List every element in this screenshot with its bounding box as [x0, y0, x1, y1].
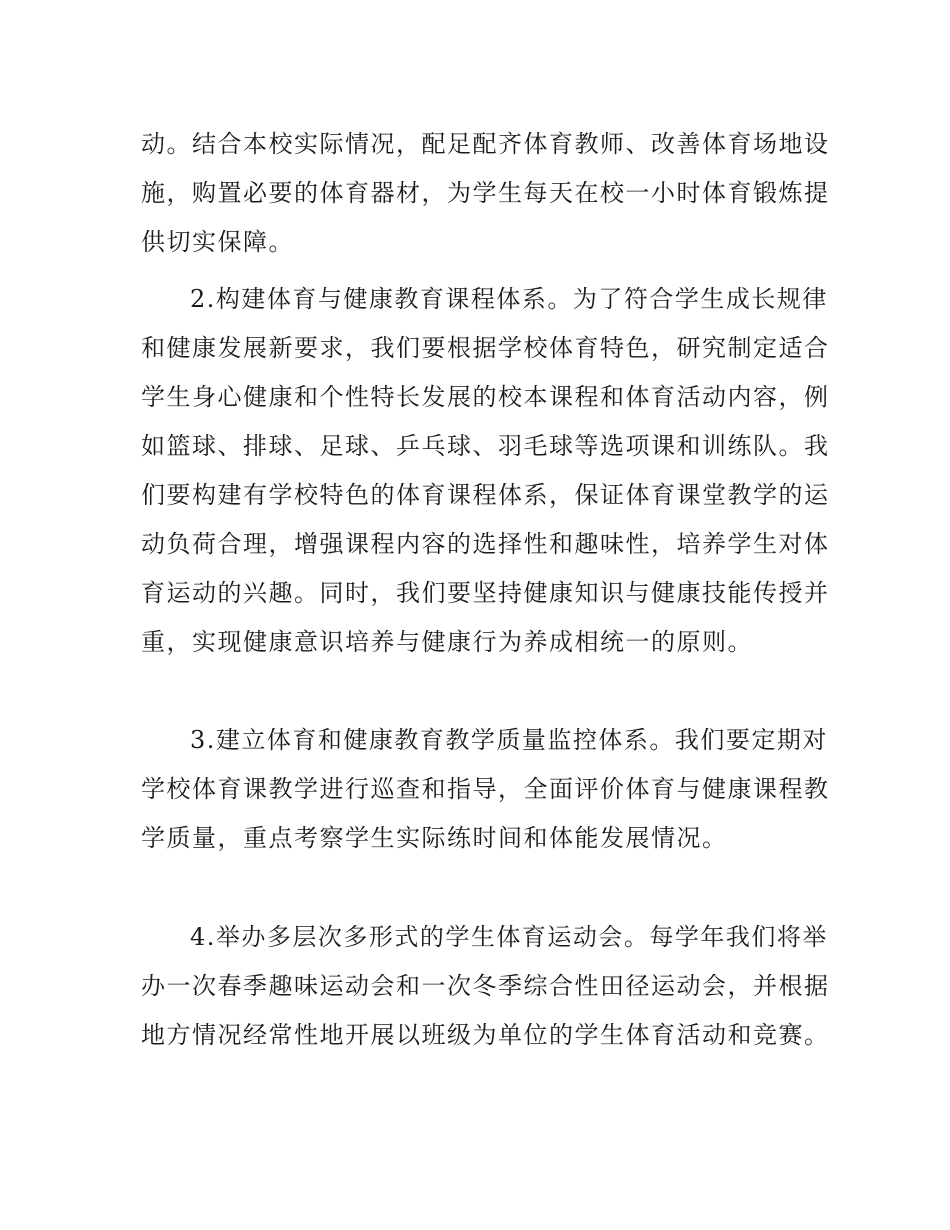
- text-line: 施，购置必要的体育器材，为学生每天在校一小时体育锻炼提: [141, 179, 830, 207]
- text-line: 办一次春季趣味运动会和一次冬季综合性田径运动会，并根据: [141, 972, 830, 1000]
- text-line: 动负荷合理，增强课程内容的选择性和趣味性，培养学生对体: [141, 530, 830, 558]
- text-line: 学生身心健康和个性特长发展的校本课程和体育活动内容，例: [141, 383, 830, 411]
- text-line: 育运动的兴趣。同时，我们要坚持健康知识与健康技能传授并: [141, 579, 830, 607]
- text-line: 重，实现健康意识培养与健康行为养成相统一的原则。: [141, 628, 753, 656]
- paragraph-4-heading-line: 4.举办多层次多形式的学生体育运动会。每学年我们将举: [190, 923, 828, 951]
- text-line: 学校体育课教学进行巡查和指导，全面评价体育与健康课程教: [141, 775, 830, 803]
- text-line: 供切实保障。: [141, 228, 294, 256]
- text-line: 动。结合本校实际情况，配足配齐体育教师、改善体育场地设: [141, 130, 830, 158]
- paragraph-2-heading-line: 2.构建体育与健康教育课程体系。为了符合学生成长规律: [190, 285, 828, 313]
- text-line: 和健康发展新要求，我们要根据学校体育特色，研究制定适合: [141, 334, 830, 362]
- text-line: 学质量，重点考察学生实际练时间和体能发展情况。: [141, 824, 728, 852]
- paragraph-3-heading-line: 3.建立体育和健康教育教学质量监控体系。我们要定期对: [190, 726, 828, 754]
- text-line: 地方情况经常性地开展以班级为单位的学生体育活动和竞赛。: [141, 1021, 830, 1049]
- text-line: 们要构建有学校特色的体育课程体系，保证体育课堂教学的运: [141, 481, 830, 509]
- text-line: 如篮球、排球、足球、乒乓球、羽毛球等选项课和训练队。我: [141, 432, 830, 460]
